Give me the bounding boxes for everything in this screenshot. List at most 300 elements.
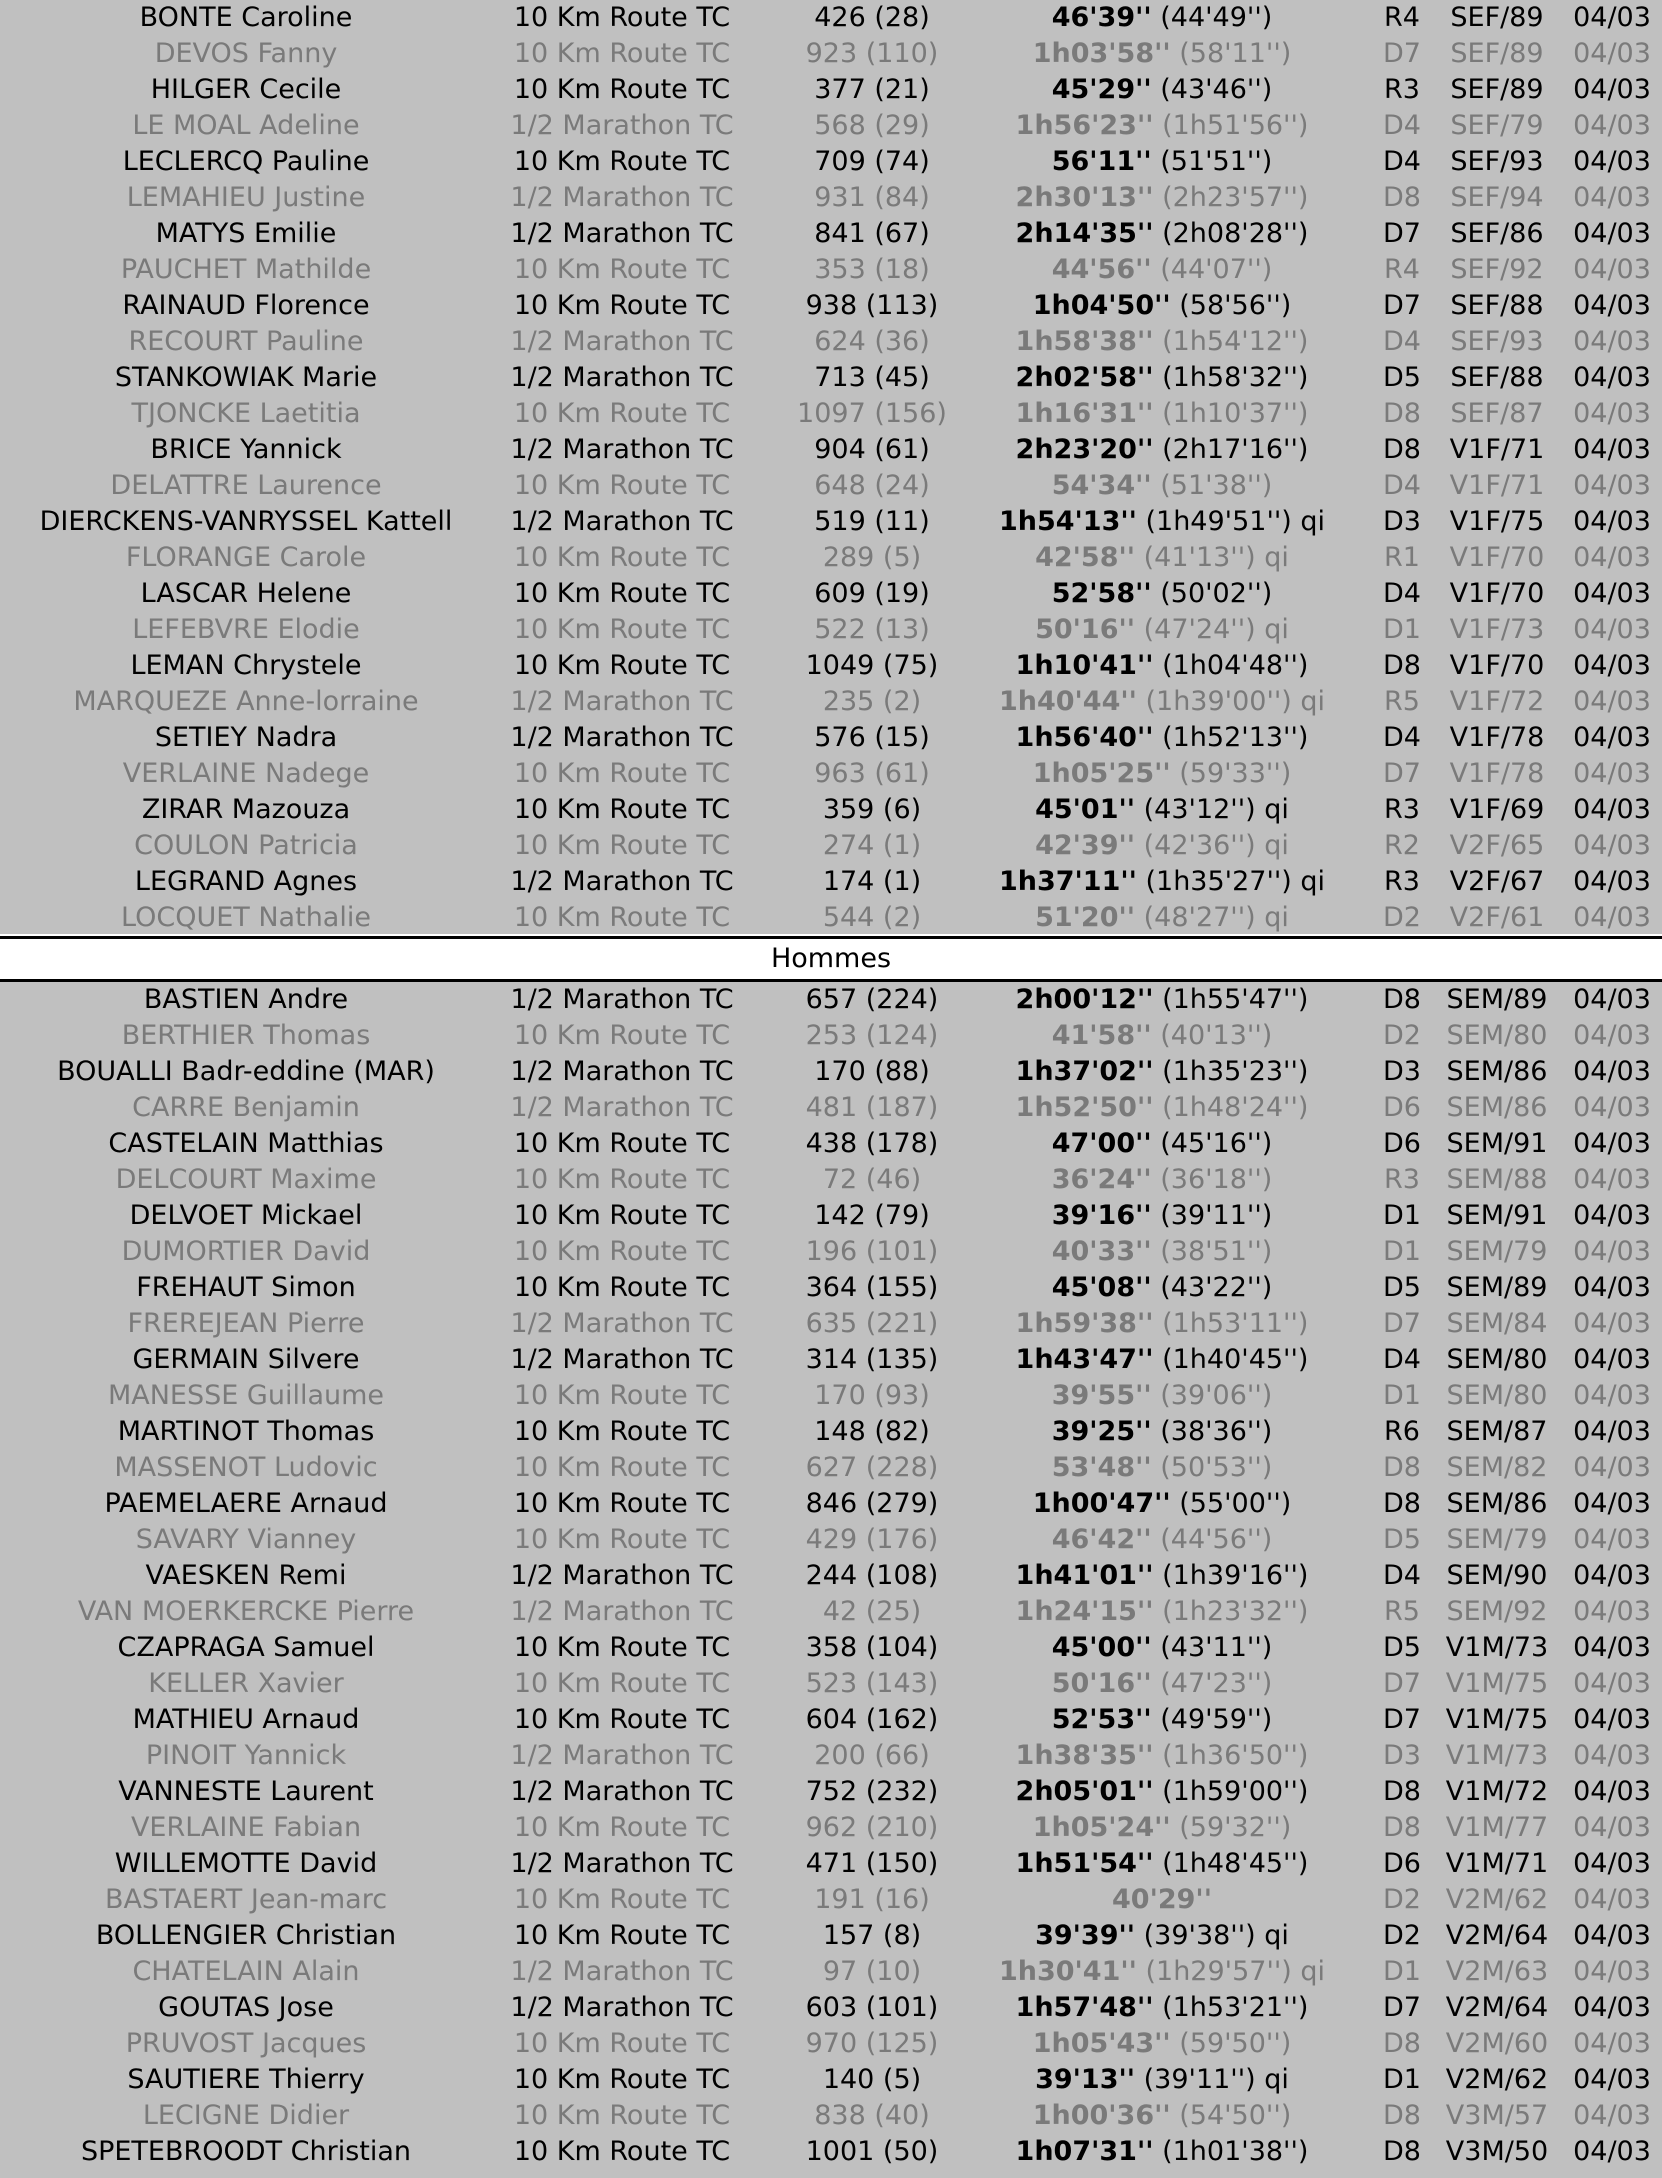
official-time: 1h40'44''	[998, 686, 1137, 717]
real-time: (1h39'16'')	[1162, 1560, 1309, 1591]
race-date: 04/03	[1573, 1596, 1651, 1627]
result-row	[0, 1666, 1662, 1702]
athlete-name: BOLLENGIER Christian	[95, 1920, 397, 1951]
performance-level: D7	[1383, 1704, 1421, 1735]
category-year: V2M/62	[1445, 2064, 1549, 2095]
result-row	[0, 108, 1662, 144]
real-time: (39'11'')	[1160, 1200, 1273, 1231]
real-time: (44'07'')	[1160, 254, 1273, 285]
official-time: 1h54'13''	[998, 506, 1137, 537]
performance-level: D2	[1383, 1884, 1421, 1915]
race-date: 04/03	[1573, 2, 1651, 33]
official-time: 1h10'41''	[1015, 650, 1154, 681]
athlete-name: VERLAINE Fabian	[130, 1812, 362, 1843]
performance-level: R5	[1384, 686, 1420, 717]
official-time: 53'48''	[1051, 1452, 1152, 1483]
finish-time	[992, 1774, 1332, 1810]
race-name: 1/2 Marathon TC	[510, 326, 734, 357]
category-year: V3M/50	[1445, 2136, 1549, 2167]
result-row	[0, 2098, 1662, 2134]
result-row	[0, 1378, 1662, 1414]
athlete-name: DELVOET Mickael	[129, 1200, 363, 1231]
place-rank: 377 (21)	[814, 74, 930, 105]
athlete-name: KELLER Xavier	[148, 1668, 344, 1699]
official-time: 39'55''	[1051, 1380, 1152, 1411]
place-rank: 970 (125)	[805, 2028, 939, 2059]
finish-time	[992, 792, 1332, 828]
finish-time	[992, 540, 1332, 576]
official-time: 1h04'50''	[1032, 290, 1171, 321]
category-year: V2M/60	[1445, 2028, 1549, 2059]
real-time: (1h54'12'')	[1162, 326, 1309, 357]
race-date: 04/03	[1573, 686, 1651, 717]
place-rank: 846 (279)	[805, 1488, 939, 1519]
finish-time	[992, 982, 1332, 1018]
real-time: (38'51'')	[1160, 1236, 1273, 1267]
race-name: 10 Km Route TC	[513, 794, 731, 825]
women-results-block	[0, 0, 1662, 934]
category-year: SEF/93	[1450, 146, 1544, 177]
race-name: 10 Km Route TC	[513, 1488, 731, 1519]
official-time: 1h05'25''	[1032, 758, 1171, 789]
athlete-name: PINOIT Yannick	[145, 1740, 347, 1771]
race-name: 1/2 Marathon TC	[510, 182, 734, 213]
place-rank: 140 (5)	[822, 2064, 922, 2095]
place-rank: 923 (110)	[805, 38, 939, 69]
category-year: V2M/62	[1445, 1884, 1549, 1915]
finish-time	[992, 1702, 1332, 1738]
result-row	[0, 756, 1662, 792]
finish-time	[992, 216, 1332, 252]
result-row	[0, 2134, 1662, 2170]
race-date: 04/03	[1573, 984, 1651, 1015]
place-rank: 358 (104)	[805, 1632, 939, 1663]
race-name: 10 Km Route TC	[513, 758, 731, 789]
performance-level: D8	[1383, 984, 1421, 1015]
race-name: 10 Km Route TC	[513, 578, 731, 609]
official-time: 1h52'50''	[1015, 1092, 1154, 1123]
finish-time	[992, 1198, 1332, 1234]
category-year: SEF/94	[1450, 182, 1544, 213]
race-name: 10 Km Route TC	[513, 2100, 731, 2131]
result-row	[0, 216, 1662, 252]
real-time: (1h58'32'')	[1162, 362, 1309, 393]
finish-time	[992, 1594, 1332, 1630]
category-year: SEM/89	[1446, 1272, 1548, 1303]
result-row	[0, 0, 1662, 36]
category-year: SEM/92	[1446, 1596, 1548, 1627]
finish-time	[992, 504, 1332, 540]
result-row	[0, 1522, 1662, 1558]
result-row	[0, 2062, 1662, 2098]
race-date: 04/03	[1573, 1344, 1651, 1375]
performance-level: D8	[1383, 434, 1421, 465]
place-rank: 97 (10)	[822, 1956, 922, 1987]
official-time: 1h05'43''	[1032, 2028, 1171, 2059]
result-row	[0, 612, 1662, 648]
official-time: 2h00'12''	[1015, 984, 1154, 1015]
finish-time	[992, 1630, 1332, 1666]
finish-time	[992, 72, 1332, 108]
race-name: 1/2 Marathon TC	[510, 218, 734, 249]
place-rank: 522 (13)	[814, 614, 930, 645]
finish-time	[992, 1486, 1332, 1522]
place-rank: 244 (108)	[805, 1560, 939, 1591]
finish-time	[992, 1846, 1332, 1882]
official-time: 54'34''	[1051, 470, 1152, 501]
place-rank: 200 (66)	[814, 1740, 930, 1771]
performance-level: D4	[1383, 146, 1421, 177]
race-date: 04/03	[1573, 542, 1651, 573]
category-year: SEM/84	[1446, 1308, 1548, 1339]
result-row	[0, 1054, 1662, 1090]
category-year: V1F/71	[1449, 470, 1545, 501]
finish-time	[992, 252, 1332, 288]
official-time: 41'58''	[1051, 1020, 1152, 1051]
race-date: 04/03	[1573, 2028, 1651, 2059]
place-rank: 1049 (75)	[805, 650, 939, 681]
performance-level: D5	[1383, 362, 1421, 393]
race-name: 10 Km Route TC	[513, 1128, 731, 1159]
race-date: 04/03	[1573, 1452, 1651, 1483]
finish-time	[992, 180, 1332, 216]
race-name: 1/2 Marathon TC	[510, 362, 734, 393]
result-row	[0, 982, 1662, 1018]
race-date: 04/03	[1573, 1740, 1651, 1771]
performance-level: D4	[1383, 722, 1421, 753]
official-time: 47'00''	[1051, 1128, 1152, 1159]
race-date: 04/03	[1573, 722, 1651, 753]
result-row	[0, 1558, 1662, 1594]
athlete-name: MANESSE Guillaume	[107, 1380, 385, 1411]
real-time: (54'50'')	[1179, 2100, 1292, 2131]
race-name: 10 Km Route TC	[513, 1200, 731, 1231]
performance-level: D4	[1383, 578, 1421, 609]
category-year: V2F/65	[1449, 830, 1545, 861]
race-date: 04/03	[1573, 1812, 1651, 1843]
place-rank: 174 (1)	[822, 866, 922, 897]
finish-time	[992, 1666, 1332, 1702]
result-row	[0, 1738, 1662, 1774]
athlete-name: LOCQUET Nathalie	[121, 902, 371, 933]
race-date: 04/03	[1573, 1560, 1651, 1591]
official-time: 40'29''	[1112, 1884, 1212, 1915]
category-year: SEF/87	[1450, 398, 1544, 429]
official-time: 52'58''	[1051, 578, 1152, 609]
race-date: 04/03	[1573, 1308, 1651, 1339]
athlete-name: LECLERCQ Pauline	[122, 146, 370, 177]
race-date: 04/03	[1573, 1380, 1651, 1411]
performance-level: D8	[1383, 2028, 1421, 2059]
race-date: 04/03	[1573, 1056, 1651, 1087]
place-rank: 603 (101)	[805, 1992, 939, 2023]
athlete-name: VERLAINE Nadege	[122, 758, 370, 789]
race-name: 10 Km Route TC	[513, 1668, 731, 1699]
official-time: 1h16'31''	[1015, 398, 1154, 429]
category-year: V1M/73	[1445, 1632, 1549, 1663]
race-date: 04/03	[1573, 1164, 1651, 1195]
category-year: SEM/86	[1446, 1488, 1548, 1519]
real-time: (1h48'24'')	[1162, 1092, 1309, 1123]
finish-time	[992, 2062, 1332, 2098]
place-rank: 359 (6)	[822, 794, 922, 825]
performance-level: D3	[1383, 1740, 1421, 1771]
category-year: SEM/79	[1446, 1236, 1548, 1267]
place-rank: 841 (67)	[814, 218, 930, 249]
race-name: 10 Km Route TC	[513, 290, 731, 321]
real-time: (45'16'')	[1160, 1128, 1273, 1159]
real-time: (50'02'')	[1160, 578, 1273, 609]
official-time: 51'20''	[1035, 902, 1136, 933]
place-rank: 481 (187)	[805, 1092, 939, 1123]
official-time: 1h56'40''	[1015, 722, 1154, 753]
race-date: 04/03	[1573, 1524, 1651, 1555]
performance-level: D5	[1383, 1272, 1421, 1303]
athlete-name: BASTAERT Jean-marc	[104, 1884, 388, 1915]
category-year: V1F/70	[1449, 650, 1545, 681]
performance-level: D6	[1383, 1092, 1421, 1123]
category-year: SEM/91	[1446, 1200, 1548, 1231]
place-rank: 72 (46)	[822, 1164, 922, 1195]
place-rank: 353 (18)	[814, 254, 930, 285]
real-time: (59'33'')	[1179, 758, 1292, 789]
performance-level: R5	[1384, 1596, 1420, 1627]
finish-time	[992, 1162, 1332, 1198]
finish-time	[992, 1450, 1332, 1486]
real-time: (1h48'45'')	[1162, 1848, 1309, 1879]
race-name: 1/2 Marathon TC	[510, 1596, 734, 1627]
result-row	[0, 1234, 1662, 1270]
performance-level: R3	[1384, 1164, 1420, 1195]
finish-time	[992, 684, 1332, 720]
place-rank: 609 (19)	[814, 578, 930, 609]
finish-time	[992, 1954, 1332, 1990]
result-row	[0, 1990, 1662, 2026]
real-time: (1h35'27'') qi	[1145, 866, 1326, 897]
race-date: 04/03	[1573, 1092, 1651, 1123]
category-year: V1M/75	[1445, 1668, 1549, 1699]
race-date: 04/03	[1573, 1776, 1651, 1807]
category-year: SEF/89	[1450, 74, 1544, 105]
race-date: 04/03	[1573, 866, 1651, 897]
race-name: 10 Km Route TC	[513, 254, 731, 285]
place-rank: 429 (176)	[805, 1524, 939, 1555]
official-time: 52'53''	[1051, 1704, 1152, 1735]
real-time: (44'49'')	[1160, 2, 1273, 33]
athlete-name: SAVARY Vianney	[135, 1524, 357, 1555]
official-time: 42'39''	[1035, 830, 1136, 861]
performance-level: D6	[1383, 1128, 1421, 1159]
official-time: 2h14'35''	[1015, 218, 1154, 249]
athlete-name: BERTHIER Thomas	[121, 1020, 371, 1051]
performance-level: R3	[1384, 866, 1420, 897]
race-name: 10 Km Route TC	[513, 1884, 731, 1915]
result-row	[0, 1954, 1662, 1990]
race-name: 1/2 Marathon TC	[510, 686, 734, 717]
athlete-name: DIERCKENS-VANRYSSEL Kattell	[39, 506, 453, 537]
category-year: SEM/90	[1446, 1560, 1548, 1591]
athlete-name: DEVOS Fanny	[154, 38, 338, 69]
finish-time	[992, 828, 1332, 864]
place-rank: 635 (221)	[805, 1308, 939, 1339]
finish-time	[992, 612, 1332, 648]
real-time: (1h53'21'')	[1162, 1992, 1309, 2023]
athlete-name: LEFEBVRE Elodie	[132, 614, 360, 645]
race-date: 04/03	[1573, 398, 1651, 429]
finish-time	[992, 1018, 1332, 1054]
finish-time	[992, 1054, 1332, 1090]
race-name: 10 Km Route TC	[513, 2064, 731, 2095]
category-year: V1F/71	[1449, 434, 1545, 465]
race-name: 10 Km Route TC	[513, 1236, 731, 1267]
performance-level: D8	[1383, 398, 1421, 429]
real-time: (1h51'56'')	[1162, 110, 1309, 141]
result-row	[0, 792, 1662, 828]
athlete-name: SPETEBROODT Christian	[80, 2136, 412, 2167]
real-time: (43'22'')	[1160, 1272, 1273, 1303]
finish-time	[992, 1810, 1332, 1846]
place-rank: 426 (28)	[814, 2, 930, 33]
result-row	[0, 1486, 1662, 1522]
official-time: 1h43'47''	[1015, 1344, 1154, 1375]
race-date: 04/03	[1573, 2064, 1651, 2095]
finish-time	[992, 1126, 1332, 1162]
category-year: V1F/75	[1449, 506, 1545, 537]
result-row	[0, 1090, 1662, 1126]
category-year: V1M/72	[1445, 1776, 1549, 1807]
real-time: (51'51'')	[1160, 146, 1273, 177]
race-date: 04/03	[1573, 218, 1651, 249]
athlete-name: FREREJEAN Pierre	[127, 1308, 365, 1339]
race-date: 04/03	[1573, 1200, 1651, 1231]
result-row	[0, 864, 1662, 900]
place-rank: 604 (162)	[805, 1704, 939, 1735]
finish-time	[992, 1558, 1332, 1594]
race-name: 1/2 Marathon TC	[510, 506, 734, 537]
finish-time	[992, 1918, 1332, 1954]
finish-time	[992, 144, 1332, 180]
place-rank: 148 (82)	[814, 1416, 930, 1447]
athlete-name: MATHIEU Arnaud	[132, 1704, 360, 1735]
race-name: 1/2 Marathon TC	[510, 1776, 734, 1807]
place-rank: 1001 (50)	[805, 2136, 939, 2167]
race-date: 04/03	[1573, 1992, 1651, 2023]
race-date: 04/03	[1573, 74, 1651, 105]
performance-level: D2	[1383, 1920, 1421, 1951]
place-rank: 576 (15)	[814, 722, 930, 753]
athlete-name: BRICE Yannick	[150, 434, 342, 465]
place-rank: 904 (61)	[814, 434, 930, 465]
real-time: (1h52'13'')	[1162, 722, 1309, 753]
result-row	[0, 1270, 1662, 1306]
result-row	[0, 504, 1662, 540]
race-date: 04/03	[1573, 2136, 1651, 2167]
place-rank: 627 (228)	[805, 1452, 939, 1483]
finish-time	[992, 1270, 1332, 1306]
real-time: (38'36'')	[1160, 1416, 1273, 1447]
result-row	[0, 1702, 1662, 1738]
race-name: 10 Km Route TC	[513, 1272, 731, 1303]
category-year: SEF/89	[1450, 38, 1544, 69]
real-time: (39'06'')	[1160, 1380, 1273, 1411]
athlete-name: CASTELAIN Matthias	[108, 1128, 384, 1159]
race-date: 04/03	[1573, 902, 1651, 933]
athlete-name: RAINAUD Florence	[122, 290, 370, 321]
category-year: V1M/71	[1445, 1848, 1549, 1879]
athlete-name: BOUALLI Badr-eddine (MAR)	[57, 1056, 435, 1087]
finish-time	[992, 1306, 1332, 1342]
finish-time	[992, 0, 1332, 36]
race-name: 10 Km Route TC	[513, 146, 731, 177]
performance-level: D7	[1383, 218, 1421, 249]
athlete-name: LEMAN Chrystele	[130, 650, 362, 681]
performance-level: D7	[1383, 758, 1421, 789]
athlete-name: BONTE Caroline	[139, 2, 353, 33]
real-time: (39'11'') qi	[1143, 2064, 1289, 2095]
athlete-name: WILLEMOTTE David	[114, 1848, 378, 1879]
finish-time	[992, 1342, 1332, 1378]
race-date: 04/03	[1573, 326, 1651, 357]
race-name: 10 Km Route TC	[513, 1524, 731, 1555]
finish-time	[992, 288, 1332, 324]
official-time: 39'13''	[1035, 2064, 1136, 2095]
category-year: V1F/78	[1449, 758, 1545, 789]
real-time: (1h53'11'')	[1162, 1308, 1309, 1339]
athlete-name: CHATELAIN Alain	[132, 1956, 360, 1987]
performance-level: D8	[1383, 182, 1421, 213]
official-time: 46'39''	[1051, 2, 1152, 33]
result-row	[0, 468, 1662, 504]
category-year: V1F/70	[1449, 542, 1545, 573]
performance-level: D8	[1383, 2136, 1421, 2167]
athlete-name: PRUVOST Jacques	[125, 2028, 367, 2059]
result-row	[0, 36, 1662, 72]
finish-time	[992, 108, 1332, 144]
real-time: (1h59'00'')	[1162, 1776, 1309, 1807]
place-rank: 519 (11)	[814, 506, 930, 537]
official-time: 2h05'01''	[1015, 1776, 1154, 1807]
result-row	[0, 432, 1662, 468]
real-time: (59'32'')	[1179, 1812, 1292, 1843]
race-name: 1/2 Marathon TC	[510, 1848, 734, 1879]
race-date: 04/03	[1573, 182, 1651, 213]
category-year: SEM/89	[1446, 984, 1548, 1015]
result-row	[0, 360, 1662, 396]
race-name: 1/2 Marathon TC	[510, 1560, 734, 1591]
real-time: (1h23'32'')	[1162, 1596, 1309, 1627]
race-name: 1/2 Marathon TC	[510, 722, 734, 753]
result-row	[0, 1162, 1662, 1198]
athlete-name: FLORANGE Carole	[125, 542, 367, 573]
category-year: SEF/79	[1450, 110, 1544, 141]
result-row	[0, 1414, 1662, 1450]
athlete-name: MARQUEZE Anne-lorraine	[73, 686, 419, 717]
finish-time	[992, 1234, 1332, 1270]
result-row	[0, 72, 1662, 108]
official-time: 50'16''	[1051, 1668, 1152, 1699]
performance-level: D4	[1383, 326, 1421, 357]
real-time: (47'24'') qi	[1143, 614, 1289, 645]
race-name: 10 Km Route TC	[513, 74, 731, 105]
real-time: (36'18'')	[1160, 1164, 1273, 1195]
race-date: 04/03	[1573, 1488, 1651, 1519]
official-time: 1h05'24''	[1032, 1812, 1171, 1843]
official-time: 36'24''	[1051, 1164, 1152, 1195]
performance-level: D2	[1383, 1020, 1421, 1051]
official-time: 1h41'01''	[1015, 1560, 1154, 1591]
place-rank: 962 (210)	[805, 1812, 939, 1843]
finish-time	[992, 1882, 1332, 1918]
